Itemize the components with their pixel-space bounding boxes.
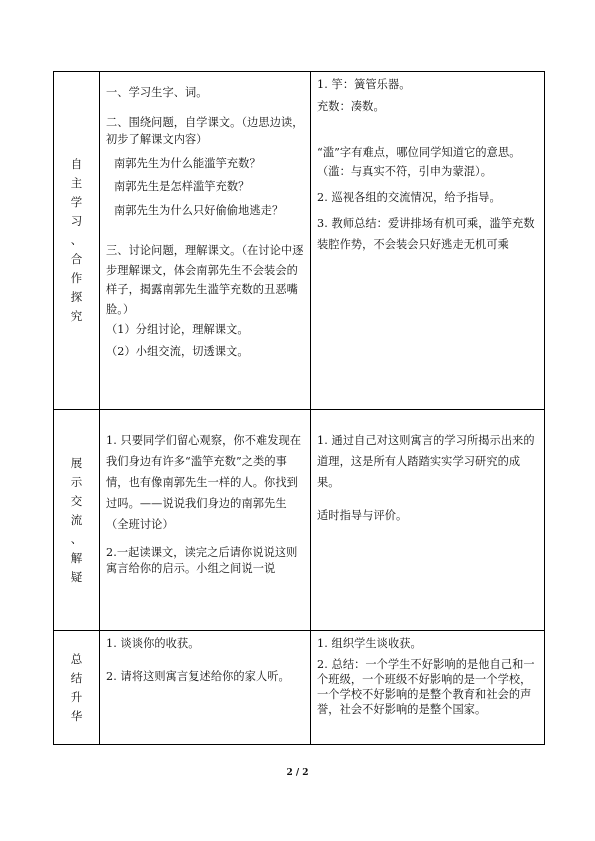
cell-text: 南郭先生是怎样滥竽充数？ <box>114 180 250 193</box>
cell-text: “滥”字有难点，哪位同学知道它的意思。（滥：与真实不符，引申为蒙混）。 <box>317 146 521 178</box>
label-char: 总 <box>70 651 83 666</box>
cell-text: 南郭先生为什么能滥竽充数？ <box>114 156 261 170</box>
table-row <box>54 631 545 745</box>
table-row <box>54 72 545 410</box>
cell-text: 2. 请将这则寓言复述给你的家人听。 <box>106 669 290 683</box>
label-char: 、 <box>70 531 83 546</box>
cell-text: 三、讨论问题，理解课文。（在讨论中逐步理解课文，体会南郭先生不会装会的样子，揭露南郭先生滥竽充数的丑恶嘴脸。） <box>106 244 304 316</box>
cell-text: 1. 通过自己对这则寓言的学习所揭示出来的道理，这是所有人踏踏实实学习研究的成果。 <box>317 434 535 489</box>
label-char: 疑 <box>70 569 83 584</box>
cell-text: 二、围绕问题，自学课文。（边思边读，初步了解课文内容） <box>106 115 304 146</box>
cell-text: 2. 巡视各组的交流情况，给予指导。 <box>317 191 501 204</box>
student-activities-cell <box>100 410 311 631</box>
cell-text: 2. 总结：一个学生不好影响的是他自己和一个班级，一个班级不好影响的是一个学校，一个学校不好影响的是整个教育和社会的声誉，社会不好影响的是整个国家。 <box>317 657 535 716</box>
student-activities-cell <box>100 72 311 410</box>
label-char: 自 <box>70 157 83 171</box>
cell-text: 1. 只要同学们留心观察，你不难发现在我们身边有许多“滥竽充数”之类的事情，也有像南郭先生一样的人。你找到过吗。——说说我们身边的南郭先生（全班讨论） <box>106 434 302 531</box>
student-activities-cell <box>100 631 311 745</box>
label-char: 作 <box>70 271 83 285</box>
cell-text: 一、学习生字、词。 <box>106 86 208 99</box>
teacher-activities-cell <box>311 72 545 410</box>
row-label-summary <box>54 631 100 745</box>
cell-text: 充数：凑数。 <box>317 99 385 113</box>
label-char: 习 <box>70 214 83 228</box>
row-label-exchange <box>54 410 100 631</box>
cell-text: 2.一起读课文，读完之后请你说说这则寓言给你的启示。小组之间说一说 <box>106 546 298 575</box>
cell-text: （2）小组交流，切透课文。 <box>106 344 249 358</box>
row-label-self-study <box>54 72 100 410</box>
label-char: 交 <box>70 493 83 508</box>
label-char: 主 <box>70 176 83 190</box>
label-char: 展 <box>70 455 83 470</box>
label-char: 结 <box>70 670 83 685</box>
table-row <box>54 410 545 631</box>
lesson-plan-table <box>53 71 545 745</box>
teacher-activities-cell <box>311 410 545 631</box>
label-char: 示 <box>70 474 83 489</box>
label-char: 合 <box>70 252 83 266</box>
label-char: 究 <box>70 309 83 323</box>
label-char: 解 <box>70 550 83 565</box>
label-char: 流 <box>70 512 83 527</box>
label-char: 、 <box>70 233 83 247</box>
cell-text: 1. 竽：簧管乐器。 <box>317 78 411 91</box>
cell-text: （1）分组讨论，理解课文。 <box>106 323 249 336</box>
cell-text: 适时指导与评价。 <box>317 509 408 522</box>
cell-text: 1. 组织学生谈收获。 <box>317 637 422 650</box>
label-char: 探 <box>70 290 83 304</box>
label-char: 华 <box>70 708 83 723</box>
teacher-activities-cell <box>311 631 545 745</box>
cell-text: 3. 教师总结：爱讲排场有机可乘，滥竽充数装腔作势，不会装会只好逃走无机可乘 <box>317 216 535 251</box>
cell-text: 1. 谈谈你的收获。 <box>106 637 200 650</box>
page-number: 2 / 2 <box>286 768 309 778</box>
cell-text: 南郭先生为什么只好偷偷地逃走？ <box>114 203 284 217</box>
label-char: 学 <box>70 195 83 209</box>
label-char: 升 <box>70 689 83 704</box>
